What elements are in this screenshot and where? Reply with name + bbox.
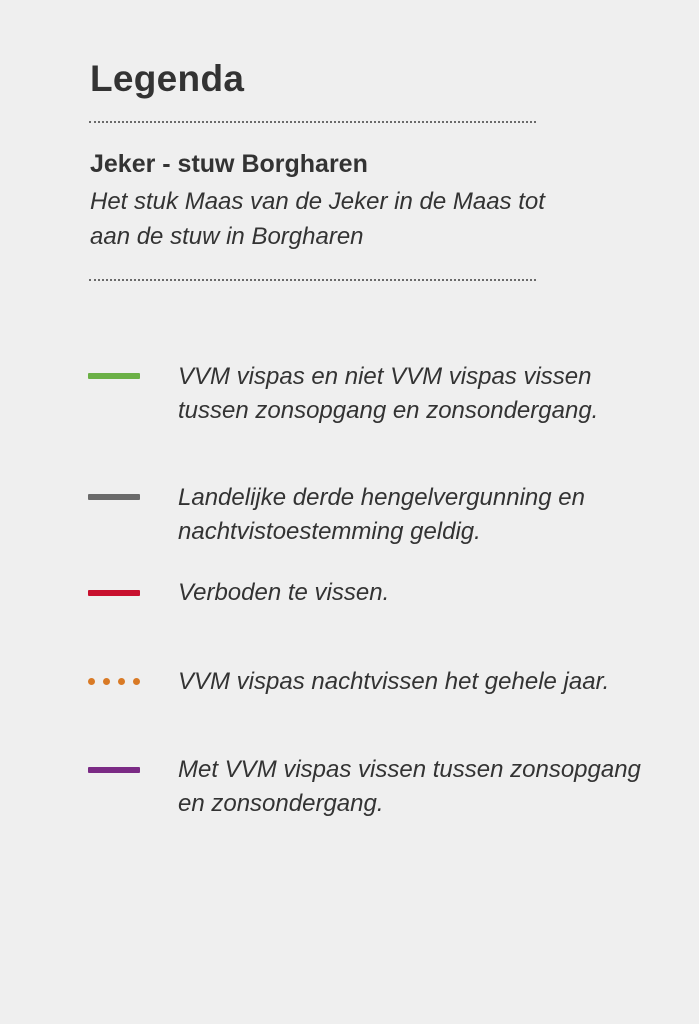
orange-dotted-swatch — [88, 678, 140, 684]
legend-item-label: VVM vispas nachtvissen het gehele jaar. — [178, 668, 610, 695]
swatch-dot — [103, 678, 110, 685]
legend-item-label: Met VVM vispas vissen tussen zonsopgang en zonsondergang. — [178, 756, 641, 817]
legend-item-label: Verboden te vissen. — [178, 579, 390, 606]
swatch-dot — [88, 678, 95, 685]
purple-line-swatch — [88, 767, 140, 773]
divider-bottom — [89, 279, 536, 281]
red-line-swatch — [88, 590, 140, 596]
section-title: Jeker - stuw Borgharen — [90, 150, 368, 178]
green-line-swatch — [88, 373, 140, 379]
swatch-dot — [133, 678, 140, 685]
divider-top — [89, 121, 536, 123]
grey-line-swatch — [88, 494, 140, 500]
swatch-dot — [118, 678, 125, 685]
section-description: Het stuk Maas van de Jeker in de Maas tot aan de stuw in Borgharen — [90, 188, 545, 250]
legend-title: Legenda — [90, 58, 245, 99]
legend-item-label: Landelijke derde hengelvergunning en nachtvistoestemming geldig. — [178, 484, 585, 545]
legend-item-label: VVM vispas en niet VVM vispas vissen tussen zonsopgang en zonsondergang. — [178, 363, 599, 424]
